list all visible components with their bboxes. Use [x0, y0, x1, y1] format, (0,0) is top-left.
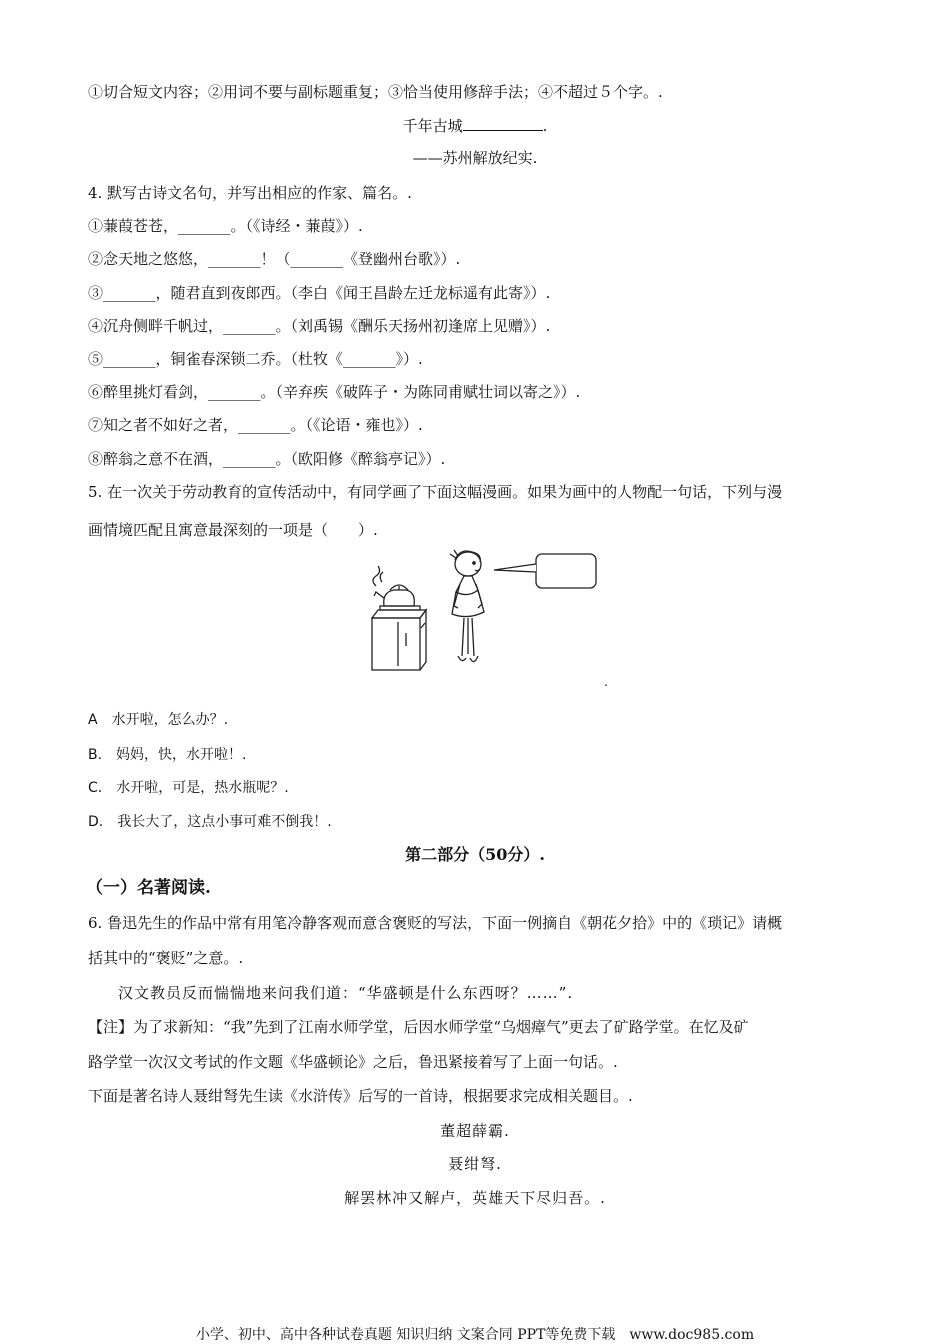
title-suffix: .: [542, 117, 548, 135]
q4-item-7: ⑦知之者不如好之者，_______。（《论语・雍也》）.: [88, 416, 423, 434]
girl-figure: [450, 550, 484, 662]
q4-item-3: ③_______，随君直到夜郎西。（李白《闻王昌龄左迁龙标遥有此寄》）.: [88, 284, 551, 302]
quote-line: 汉文教员反而惴惴地来问我们道：“华盛顿是什么东西呀？……”.: [118, 984, 574, 1002]
cartoon-illustration: [360, 548, 610, 678]
option-c: C. 水开啦，可是，热水瓶呢？.: [88, 780, 289, 796]
poem-line-1: 解罢林冲又解卢，英雄天下尽归吾。.: [344, 1189, 606, 1207]
q4-item-6: ⑥醉里挑灯看剑，_______。（辛弃疾《破阵子・为陈同甫赋壮词以寄之》）.: [88, 383, 581, 401]
option-d: D. 我长大了，这点小事可难不倒我！.: [88, 814, 332, 830]
q4-item-2: ②念天地之悠悠，_______！（_______《登幽州台歌》）.: [88, 250, 461, 268]
question-5-line1: 5. 在一次关于劳动教育的宣传活动中，有同学画了下面这幅漫画。如果为画中的人物配一句话，下列与漫: [88, 483, 783, 501]
q4-item-5: ⑤_______，铜雀春深锁二乔。（杜牧《_______》）.: [88, 350, 423, 368]
title-blank-line: [0, 116, 950, 136]
poem-intro: 下面是著名诗人聂绀弩先生读《水浒传》后写的一首诗，根据要求完成相关题目。.: [88, 1087, 633, 1105]
poem-title: 董超薛霸.: [440, 1122, 510, 1140]
title-prefix: 千年古城: [402, 117, 463, 135]
requirements-line: ①切合短文内容；②用词不要与副标题重复；③恰当使用修辞手法；④不超过５个字。.: [88, 83, 663, 101]
title-blank: [463, 116, 543, 131]
page-footer: 小学、初中、高中各种试卷真题 知识归纳 文案合同 PPT等免费下载 www.doc985.com: [195, 1327, 755, 1343]
question-5-line2: 画情境匹配且寓意最深刻的一项是（ ）.: [88, 521, 378, 539]
question-6-line2: 括其中的“褒贬”之意。.: [88, 949, 244, 967]
speech-bubble: [494, 554, 596, 588]
question-4: 4. 默写古诗文名句，并写出相应的作家、篇名。.: [88, 184, 412, 202]
q4-item-4: ④沉舟侧畔千帆过，_______。（刘禹锡《酬乐天扬州初逢席上见赠》）.: [88, 317, 551, 335]
note-line1: 【注】为了求新知：“我”先到了江南水师学堂，后因水师学堂“乌烟瘴气”更去了矿路学堂。在忆及矿: [88, 1018, 749, 1036]
question-6-line1: 6. 鲁迅先生的作品中常有用笔冷静客观而意含褒贬的写法，下面一例摘自《朝花夕拾》中的《琐记》请概: [88, 914, 783, 932]
q4-item-1: ①蒹葭苍苍，_______。（《诗经・蒹葭》）.: [88, 217, 363, 235]
subtitle: ——苏州解放纪实.: [412, 149, 538, 167]
kettle: [373, 566, 420, 610]
q4-item-8: ⑧醉翁之意不在酒，_______。（欧阳修《醉翁亭记》）.: [88, 450, 446, 468]
section-heading: （一）名著阅读.: [86, 878, 211, 898]
picture-caption-dot: .: [604, 675, 608, 689]
poem-author: 聂绀弩.: [448, 1155, 502, 1173]
option-b: B. 妈妈，快，水开啦！.: [88, 747, 247, 763]
option-a: A 水开啦，怎么办？.: [88, 712, 229, 728]
part-two-heading: 第二部分（50分）.: [405, 845, 545, 864]
stove-cabinet: [372, 610, 426, 670]
note-line2: 路学堂一次汉文考试的作文题《华盛顿论》之后，鲁迅紧接着写了上面一句话。.: [88, 1053, 618, 1071]
